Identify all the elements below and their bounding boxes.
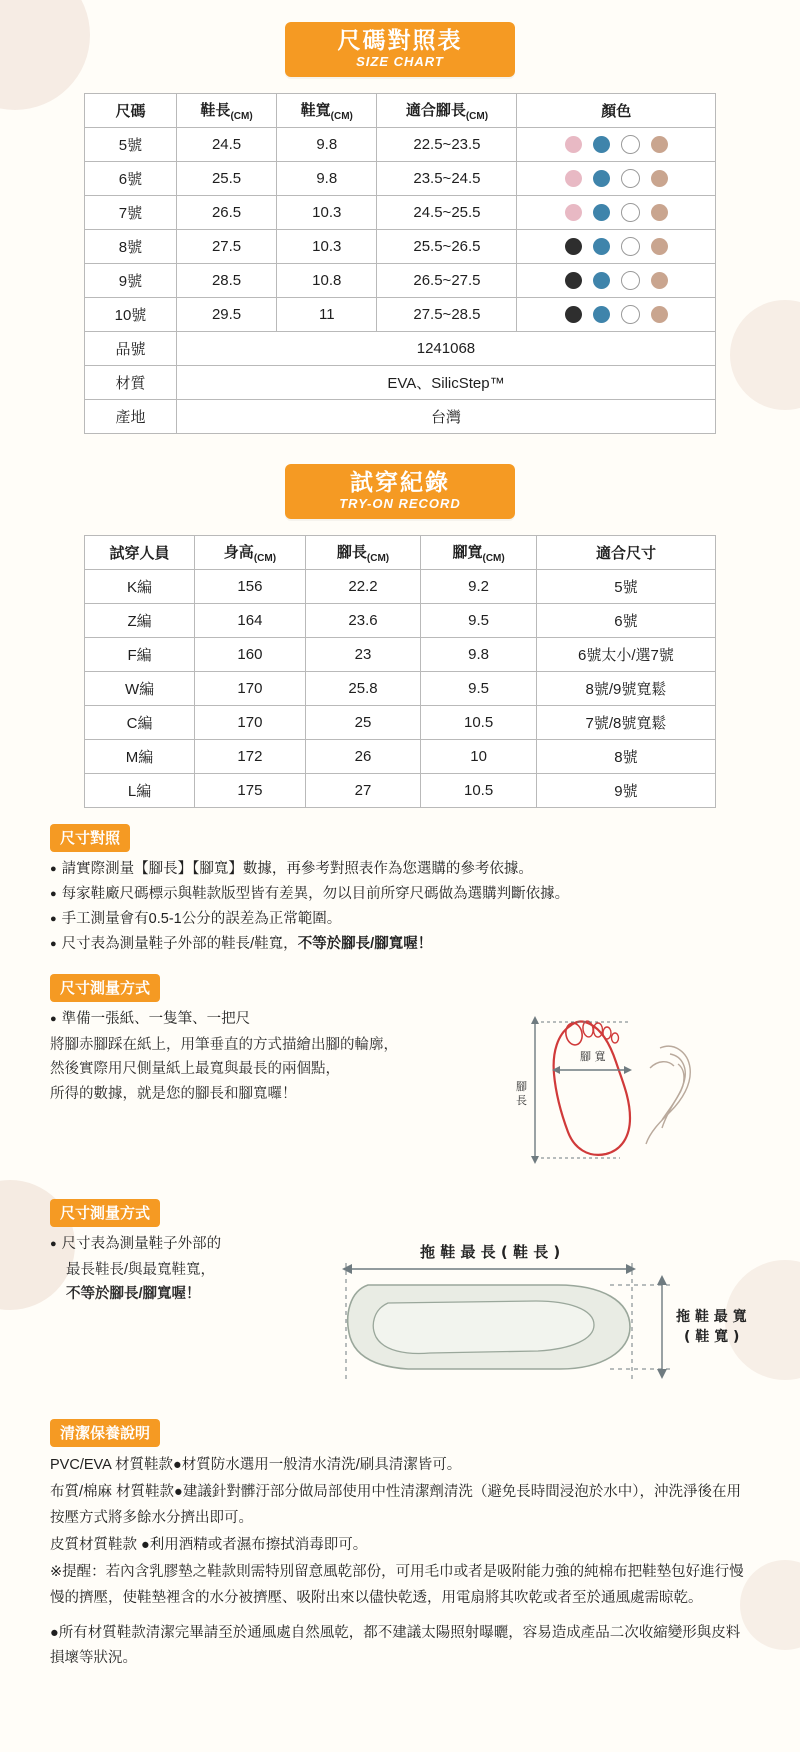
color-swatch-tan	[651, 170, 668, 187]
cell-fit-foot: 26.5~27.5	[377, 264, 517, 298]
cell-foot-length: 25.8	[305, 672, 421, 706]
care-text	[50, 1453, 750, 1672]
measure-shoe-label: 尺寸測量方式	[50, 1199, 160, 1227]
cell-height: 175	[195, 774, 306, 808]
cell-fit-foot: 23.5~24.5	[377, 162, 517, 196]
table-row	[85, 162, 716, 196]
cell-fit-size: 7號/8號寬鬆	[536, 706, 715, 740]
tryon-title-en: TRY-ON RECORD	[339, 496, 461, 512]
color-swatch-pink	[565, 204, 582, 221]
cell-foot-length: 27	[305, 774, 421, 808]
cell-shoe-width: 10.3	[277, 196, 377, 230]
slipper-inner	[373, 1301, 594, 1353]
column-header-foot-width: 腳寬$_{(CM)}$	[421, 536, 537, 570]
color-swatch-blue	[593, 238, 610, 255]
color-swatch-tan	[651, 238, 668, 255]
cell-foot-width: 10.5	[421, 706, 537, 740]
cell-fit-size: 5號	[536, 570, 715, 604]
measure-shoe-text	[50, 1233, 290, 1307]
care-paragraph: ※提醒：若內含乳膠墊之鞋款則需特別留意風乾部份，可用毛巾或者是吸附能力強的純棉布把鞋墊包好進行慢慢的擠壓，使鞋墊裡含的水分被擠壓、吸附出來以儘快乾透，用電扇將其吹乾或者至於通風處需晾乾。	[50, 1564, 744, 1606]
size-chart-title-en: SIZE CHART	[356, 54, 444, 70]
cell-foot-length: 26	[305, 740, 421, 774]
cell-foot-width: 10	[421, 740, 537, 774]
bullet-text-plain: 尺寸表為測量鞋子外部的鞋長/鞋寬，	[61, 935, 298, 952]
cell-height: 170	[195, 706, 306, 740]
cell-value-product-code: 1241068	[176, 332, 715, 366]
table-row	[85, 230, 716, 264]
color-swatch-blue	[593, 170, 610, 187]
column-header-size: 尺碼	[85, 94, 177, 128]
color-swatch-black	[565, 306, 582, 323]
color-swatch-blue	[593, 204, 610, 221]
cell-shoe-length: 25.5	[176, 162, 276, 196]
color-swatch-black	[565, 272, 582, 289]
table-row	[85, 264, 716, 298]
foot-measure-diagram	[510, 1008, 750, 1183]
care-section	[50, 1403, 750, 1702]
measure-foot-line: 將腳赤腳踩在紙上，用筆垂直的方式描繪出腳的輪廓，	[50, 1036, 398, 1053]
color-swatch-tan	[651, 204, 668, 221]
cell-height: 160	[195, 638, 306, 672]
cell-foot-width: 9.2	[421, 570, 537, 604]
cell-shoe-length: 27.5	[176, 230, 276, 264]
cell-foot-length: 22.2	[305, 570, 421, 604]
size-chart-table	[84, 93, 716, 434]
cell-height: 170	[195, 672, 306, 706]
table-row	[85, 740, 716, 774]
cell-height: 164	[195, 604, 306, 638]
cell-person: K編	[85, 570, 195, 604]
cell-fit-size: 9號	[536, 774, 715, 808]
cell-shoe-length: 26.5	[176, 196, 276, 230]
cell-size: 10號	[85, 298, 177, 332]
cell-size: 7號	[85, 196, 177, 230]
table-row	[85, 196, 716, 230]
shoe-width-label-1: 拖 鞋 最 寬	[676, 1308, 747, 1325]
table-row	[85, 128, 716, 162]
size-compare-section	[50, 808, 750, 957]
color-swatch-white	[621, 305, 640, 324]
cell-colors	[517, 196, 716, 230]
column-header-foot-length: 腳長$_{(CM)}$	[305, 536, 421, 570]
cell-foot-length: 25	[305, 706, 421, 740]
cell-foot-width: 10.5	[421, 774, 537, 808]
color-swatch-tan	[651, 306, 668, 323]
cell-fit-size: 6號太小/選7號	[536, 638, 715, 672]
care-paragraph: 布質/棉麻 材質鞋款●建議針對髒汙部分做局部使用中性清潔劑清洗（避免長時間浸泡於水中），沖洗淨後在用按壓方式將多餘水分擠出即可。	[50, 1484, 742, 1526]
measure-foot-label: 尺寸測量方式	[50, 974, 160, 1002]
shoe-width-label-2: ( 鞋 寬 )	[684, 1328, 740, 1345]
size-chart-header	[0, 0, 800, 87]
color-swatch-white	[621, 271, 640, 290]
care-label: 清潔保養說明	[50, 1419, 160, 1447]
table-row	[85, 638, 716, 672]
care-paragraph: 皮質材質鞋款 ●利用酒精或者濕布擦拭消毒即可。	[50, 1536, 368, 1553]
foot-width-label: 腳 寬	[580, 1049, 606, 1063]
cell-label-material: 材質	[85, 366, 177, 400]
table-header-row	[85, 94, 716, 128]
cell-fit-foot: 24.5~25.5	[377, 196, 517, 230]
column-header-shoe-length: 鞋長$_{(CM)}$	[176, 94, 276, 128]
column-header-color: 顏色	[517, 94, 716, 128]
measure-shoe-section	[50, 1183, 750, 1403]
measure-shoe-line-bold: 不等於腳長/腳寬喔！	[66, 1286, 201, 1303]
table-row-material	[85, 366, 716, 400]
table-row	[85, 774, 716, 808]
cell-shoe-length: 24.5	[176, 128, 276, 162]
cell-fit-foot: 22.5~23.5	[377, 128, 517, 162]
cell-fit-size: 8號	[536, 740, 715, 774]
measure-foot-line: 所得的數據，就是您的腳長和腳寬囉！	[50, 1085, 297, 1102]
cell-colors	[517, 230, 716, 264]
cell-height: 156	[195, 570, 306, 604]
table-row	[85, 672, 716, 706]
tryon-table	[84, 535, 716, 808]
cell-label-origin: 產地	[85, 400, 177, 434]
cell-colors	[517, 162, 716, 196]
size-compare-label: 尺寸對照	[50, 824, 130, 852]
bullet-item: ● 請實際測量【腳長】【腳寬】數據，再參考對照表作為您選購的參考依據。	[50, 858, 750, 882]
column-header-fit-foot: 適合腳長$_{(CM)}$	[377, 94, 517, 128]
color-swatch-white	[621, 203, 640, 222]
bullet-text-bold: 不等於腳長/腳寬喔！	[297, 935, 433, 952]
size-chart-title-cn: 尺碼對照表	[337, 28, 463, 54]
measure-foot-text	[50, 1008, 480, 1107]
cell-shoe-width: 10.8	[277, 264, 377, 298]
cell-colors	[517, 264, 716, 298]
cell-person: F編	[85, 638, 195, 672]
color-swatch-white	[621, 135, 640, 154]
cell-foot-width: 9.8	[421, 638, 537, 672]
color-swatch-blue	[593, 136, 610, 153]
bullet-item	[50, 933, 750, 957]
foot-length-label: 腳	[516, 1079, 527, 1093]
table-row	[85, 706, 716, 740]
foot-diagram-svg	[510, 1008, 750, 1183]
size-compare-bullets	[50, 858, 750, 957]
column-header-height: 身高$_{(CM)}$	[195, 536, 306, 570]
tryon-banner	[285, 464, 515, 519]
cell-size: 9號	[85, 264, 177, 298]
column-header-person: 試穿人員	[85, 536, 195, 570]
color-swatch-tan	[651, 136, 668, 153]
care-paragraph: PVC/EVA 材質鞋款●材質防水選用一般清水清洗/刷具清潔皆可。	[50, 1456, 462, 1473]
cell-colors	[517, 128, 716, 162]
cell-foot-length: 23	[305, 638, 421, 672]
color-swatch-white	[621, 237, 640, 256]
tryon-header	[0, 434, 800, 529]
table-row-origin	[85, 400, 716, 434]
color-swatch-pink	[565, 170, 582, 187]
measure-foot-line: 然後實際用尺側量紙上最寬與最長的兩個點，	[50, 1061, 340, 1078]
svg-text:長: 長	[516, 1093, 527, 1107]
cell-foot-width: 9.5	[421, 604, 537, 638]
measure-foot-section	[50, 958, 750, 1183]
cell-value-origin: 台灣	[176, 400, 715, 434]
cell-value-material: EVA、SilicStep™	[176, 366, 715, 400]
color-swatch-blue	[593, 306, 610, 323]
shoe-length-label: 拖 鞋 最 長 ( 鞋 長 )	[420, 1242, 561, 1261]
cell-shoe-width: 9.8	[277, 128, 377, 162]
cell-label-product-code: 品號	[85, 332, 177, 366]
cell-colors	[517, 298, 716, 332]
column-header-shoe-width: 鞋寬$_{(CM)}$	[277, 94, 377, 128]
cell-shoe-length: 29.5	[176, 298, 276, 332]
shoe-diagram-svg	[310, 1233, 750, 1403]
column-header-fit-size: 適合尺寸	[536, 536, 715, 570]
foot-outline	[554, 1021, 630, 1154]
measure-shoe-line: 最長鞋長/與最寬鞋寬，	[66, 1261, 216, 1278]
cell-person: Z編	[85, 604, 195, 638]
size-chart-banner	[285, 22, 515, 77]
cell-shoe-width: 9.8	[277, 162, 377, 196]
cell-size: 5號	[85, 128, 177, 162]
table-row	[85, 298, 716, 332]
cell-shoe-length: 28.5	[176, 264, 276, 298]
table-row-product-code	[85, 332, 716, 366]
cell-person: C編	[85, 706, 195, 740]
cell-person: M編	[85, 740, 195, 774]
cell-size: 8號	[85, 230, 177, 264]
bullet-item: ● 手工測量會有0.5-1公分的誤差為正常範圍。	[50, 908, 750, 932]
cell-fit-size: 8號/9號寬鬆	[536, 672, 715, 706]
shoe-measure-diagram	[310, 1233, 750, 1403]
color-swatch-tan	[651, 272, 668, 289]
cell-size: 6號	[85, 162, 177, 196]
cell-shoe-width: 10.3	[277, 230, 377, 264]
color-swatch-black	[565, 238, 582, 255]
table-row	[85, 570, 716, 604]
bullet-item: ● 準備一張紙、一隻筆、一把尺	[50, 1008, 480, 1032]
cell-fit-foot: 27.5~28.5	[377, 298, 517, 332]
color-swatch-blue	[593, 272, 610, 289]
color-swatch-pink	[565, 136, 582, 153]
cell-person: L編	[85, 774, 195, 808]
cell-foot-length: 23.6	[305, 604, 421, 638]
cell-fit-foot: 25.5~26.5	[377, 230, 517, 264]
care-final-note: ●所有材質鞋款清潔完畢請至於通風處自然風乾，都不建議太陽照射曝曬，容易造成產品二次收縮變形與皮料損壞等狀況。	[50, 1625, 741, 1667]
color-swatch-white	[621, 169, 640, 188]
table-header-row	[85, 536, 716, 570]
bullet-item: ● 尺寸表為測量鞋子外部的	[50, 1233, 290, 1257]
cell-shoe-width: 11	[277, 298, 377, 332]
tryon-title-cn: 試穿紀錄	[350, 470, 450, 497]
cell-foot-width: 9.5	[421, 672, 537, 706]
table-row	[85, 604, 716, 638]
bullet-item: ● 每家鞋廠尺碼標示與鞋款版型皆有差異，勿以目前所穿尺碼做為選購判斷依據。	[50, 883, 750, 907]
cell-person: W編	[85, 672, 195, 706]
cell-fit-size: 6號	[536, 604, 715, 638]
cell-height: 172	[195, 740, 306, 774]
